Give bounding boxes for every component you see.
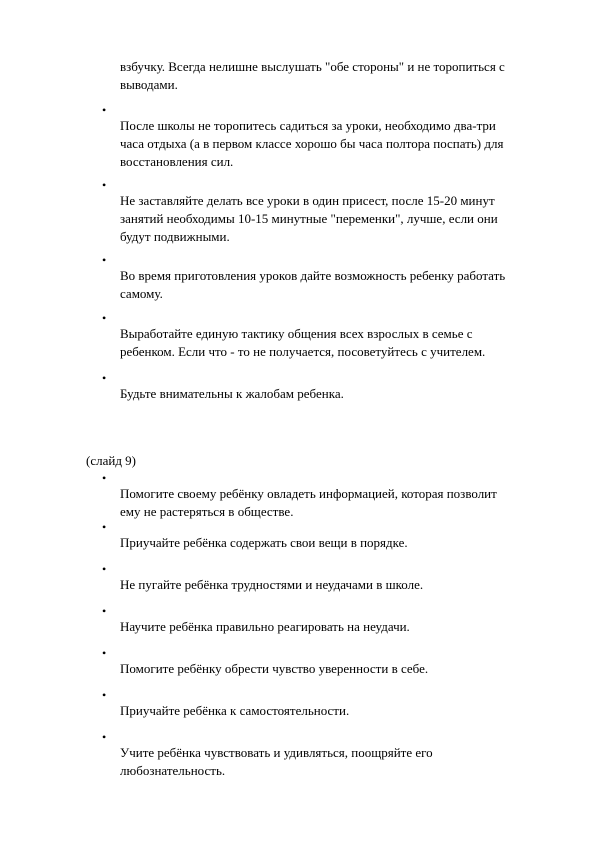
list-item: Выработайте единую тактику общения всех взрослых в семье с ребенком. Если что - то не получается, посоветуйтесь с учителем.: [120, 326, 486, 359]
list-item: Научите ребёнка правильно реагировать на неудачи.: [120, 619, 410, 634]
bullet-marker: •: [102, 730, 107, 744]
slide-label: (слайд 9): [86, 453, 137, 468]
bullet-marker: •: [102, 646, 107, 660]
bullet-marker: •: [102, 604, 107, 618]
list-item: Помогите ребёнку обрести чувство уверенности в себе.: [120, 661, 429, 676]
bullet-marker: •: [102, 311, 107, 325]
bullet-marker: •: [102, 178, 107, 192]
bullet-marker: •: [102, 562, 107, 576]
list-item: Будьте внимательны к жалобам ребенка.: [120, 386, 344, 401]
bullet-marker: •: [102, 688, 107, 702]
bullet-marker: •: [102, 520, 107, 534]
list-item: Приучайте ребёнка к самостоятельности.: [120, 703, 350, 718]
bullet-marker: •: [102, 103, 107, 117]
continuation-paragraph: взбучку. Всегда нелишне выслушать "обе стороны" и не торопиться с выводами.: [120, 59, 505, 92]
bullet-marker: •: [102, 253, 107, 267]
list-item: Не заставляйте делать все уроки в один присест, после 15-20 минут занятий необходимы 10-15 минутные "переменки", лучше, если они будут подвижными.: [120, 193, 498, 244]
list-item: Во время приготовления уроков дайте возможность ребенку работать самому.: [120, 268, 506, 301]
bullet-marker: •: [102, 371, 107, 385]
list-item: Учите ребёнка чувствовать и удивляться, поощряйте его любознательность.: [120, 745, 433, 778]
bullet-marker: •: [102, 471, 107, 485]
list-item: Помогите своему ребёнку овладеть информацией, которая позволит ему не растеряться в обществе.: [120, 486, 497, 519]
list-item: Не пугайте ребёнка трудностями и неудачами в школе.: [120, 577, 424, 592]
list-item: После школы не торопитесь садиться за уроки, необходимо два-три часа отдыха (а в первом классе хорошо бы часа полтора поспать) для восстановления сил.: [120, 118, 504, 169]
list-item: Приучайте ребёнка содержать свои вещи в порядке.: [120, 535, 408, 550]
